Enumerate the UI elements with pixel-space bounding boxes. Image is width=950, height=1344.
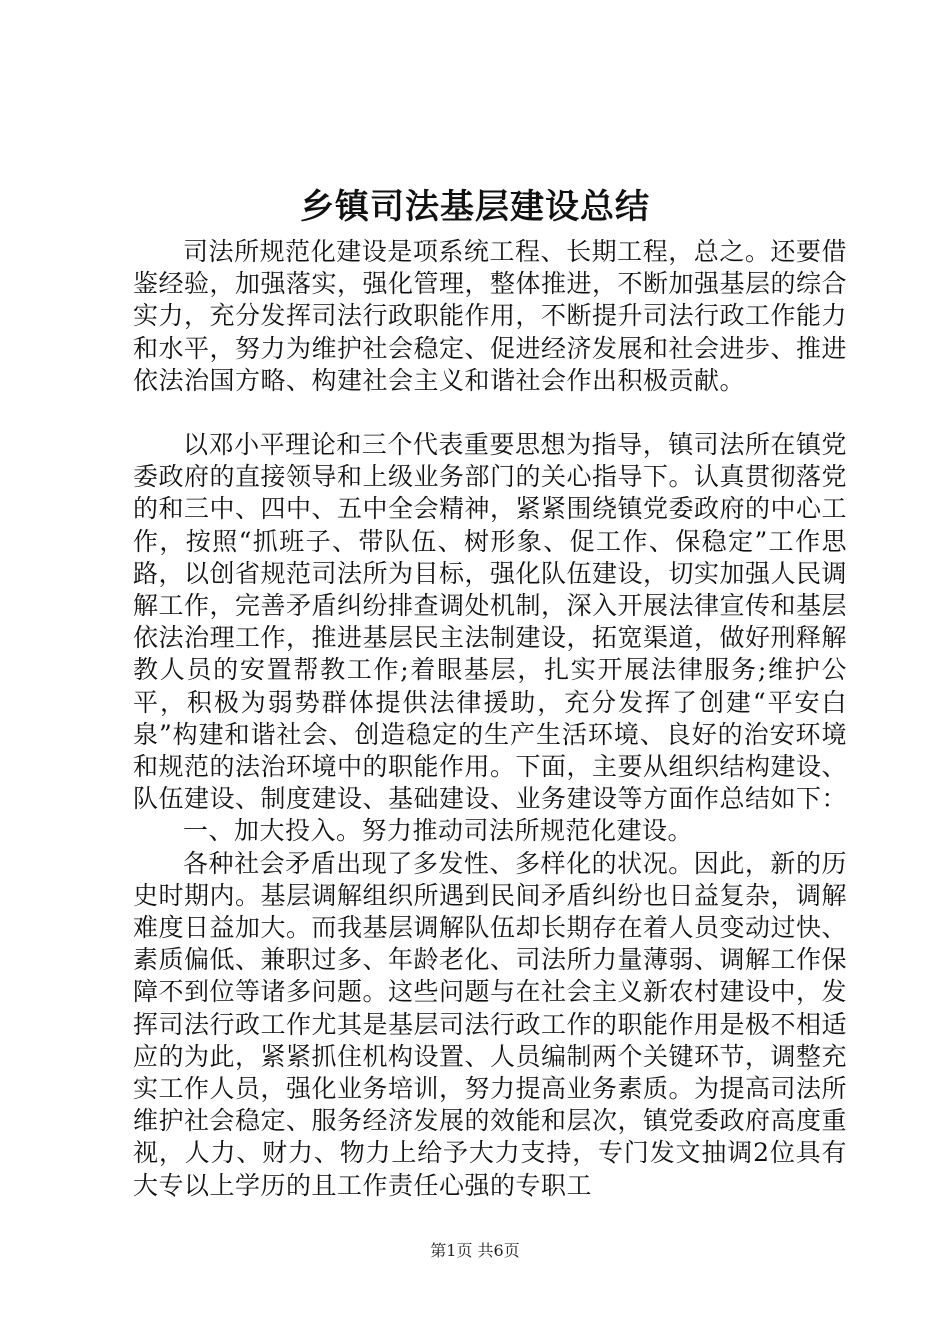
section-heading-1: 一、加大投入。努力推动司法所规范化建设。 (183, 816, 694, 846)
document-title: 乡镇司法基层建设总结 (300, 187, 650, 227)
paragraph-guiding-thought: 以邓小平理论和三个代表重要思想为指导，镇司法所在镇党委政府的直接领导和上级业务部门的关心指导下。认真贯彻落党的和三中、四中、五中全会精神，紧紧围绕镇党委政府的中心工作，按照“抓班子、带队伍、树形象、促工作、保稳定”工作思路，以创省规范司法所为目标，强化队伍建设，切实加强人民调解工作，完善矛盾纠纷排查调处机制，深入开展法律宣传和基层依法治理工作，推进基层民主法制建设，拓宽渠道，做好刑释解教人员的安置帮教工作;着眼基层，扎实开展法律服务;维护公平，积极为弱势群体提供法律援助，充分发挥了创建“平安白泉”构建和谐社会、创造稳定的生产生活环境、良好的治安环境和规范的法治环境中的职能作用。下面，主要从组织结构建设、队伍建设、制度建设、基础建设、业务建设等方面作总结如下： (133, 430, 848, 814)
paragraph-spacer (133, 397, 847, 429)
page-footer: 第1页 共6页 (430, 1241, 520, 1260)
paragraph-social-contradictions: 各种社会矛盾出现了多发性、多样化的状况。因此，新的历史时期内。基层调解组织所遇到民间矛盾纠纷也日益复杂，调解难度日益加大。而我基层调解队伍却长期存在着人员变动过快、素质偏低、兼职过多、年龄老化、司法所力量薄弱、调解工作保障不到位等诸多问题。这些问题与在社会主义新农村建设中，发挥司法行政工作尤其是基层司法行政工作的职能作用是极不相适应的为此，紧紧抓住机构设置、人员编制两个关键环节，调整充实工作人员，强化业务培训，努力提高业务素质。为提高司法所维护社会稳定、服务经济发展的效能和层次，镇党委政府高度重视，人力、财力、物力上给予大力支持，专门发文抽调2位具有大专以上学历的且工作责任心强的专职工 (133, 848, 848, 1200)
paragraph-summary: 司法所规范化建设是项系统工程、长期工程，总之。还要借鉴经验，加强落实，强化管理，整体推进，不断加强基层的综合实力，充分发挥司法行政职能作用，不断提升司法行政工作能力和水平，努力为维护社会稳定、促进经济发展和社会进步、推进依法治国方略、构建社会主义和谐社会作出积极贡献。 (133, 237, 848, 395)
document-body (133, 236, 847, 1202)
